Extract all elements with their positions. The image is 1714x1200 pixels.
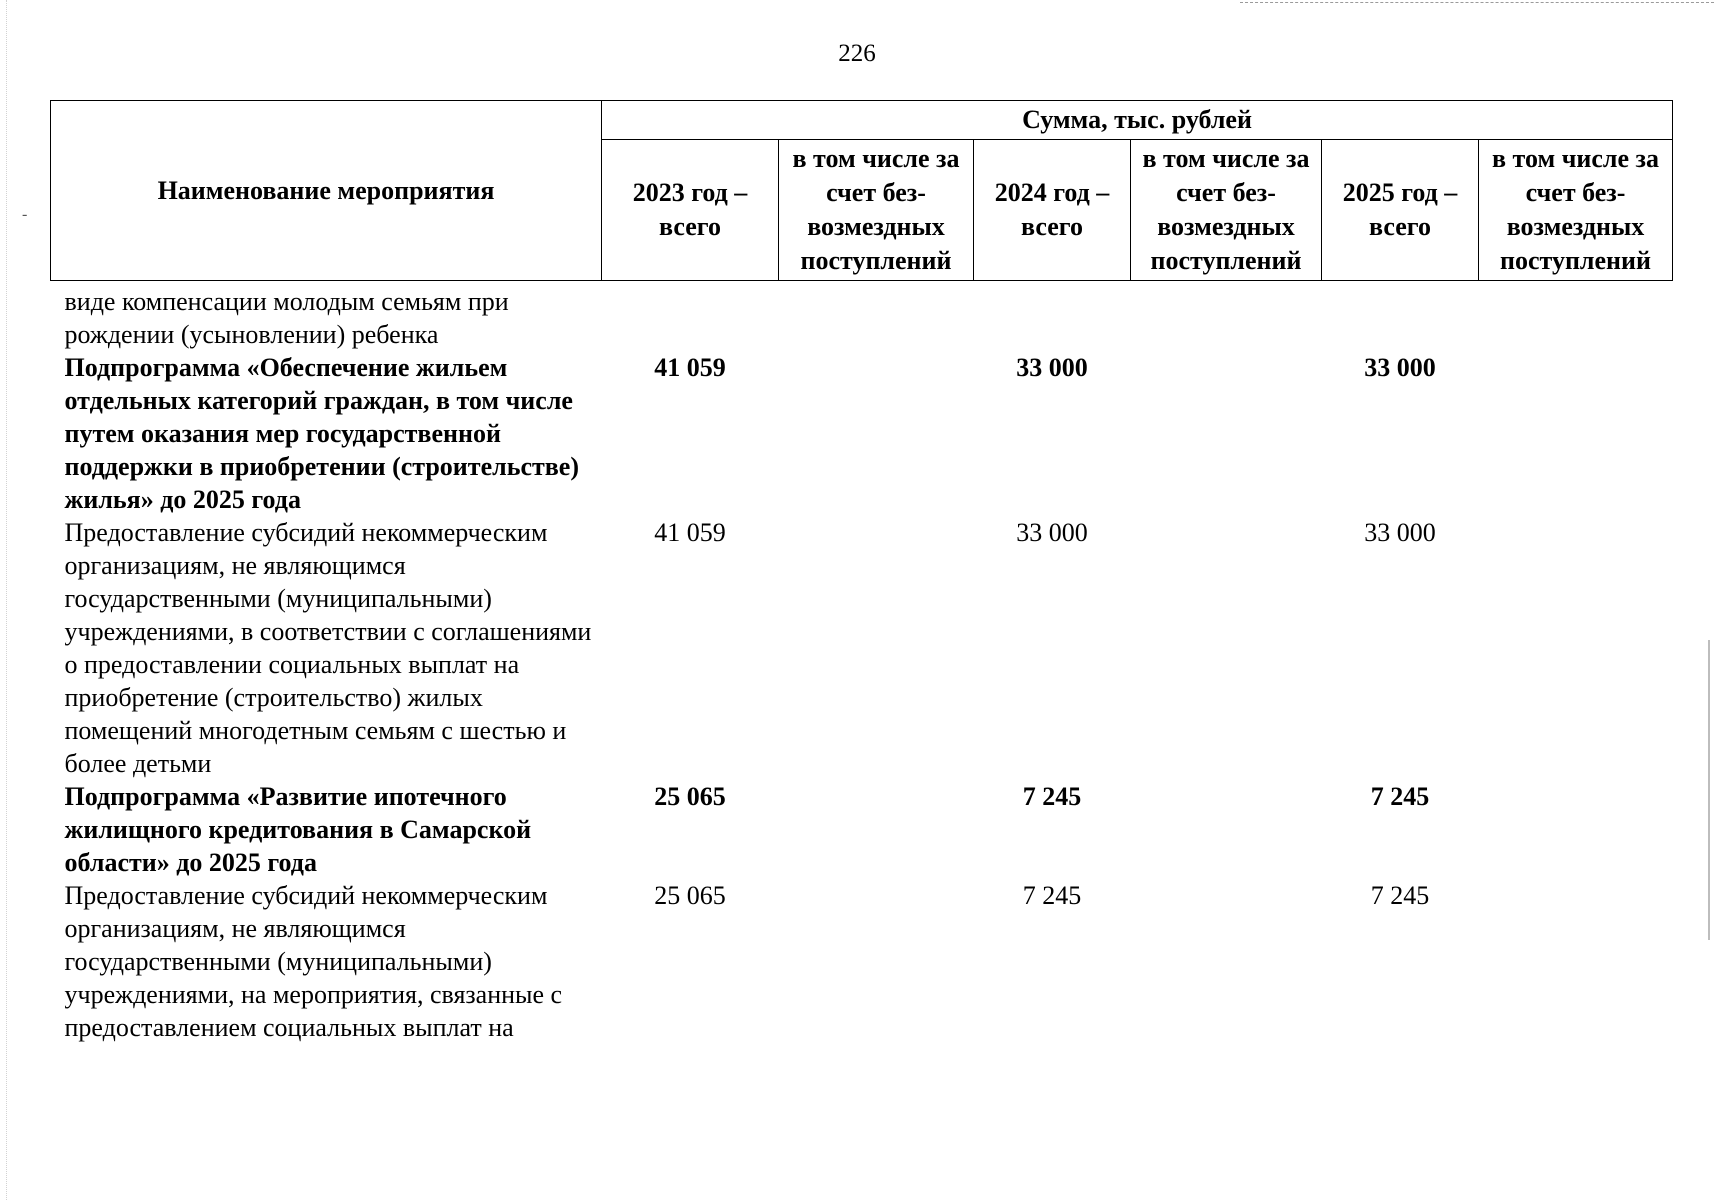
table-row <box>51 281 1673 352</box>
row-value-2024-grants <box>1131 281 1322 352</box>
row-value-2023-total: 41 059 <box>654 518 726 547</box>
table-row <box>51 351 1673 516</box>
row-value-2025-total <box>1322 281 1479 352</box>
header-col-2023-grants: в том числе за счет без-возмездных поступлений <box>779 140 974 281</box>
row-value-2025-grants <box>1479 281 1673 352</box>
row-name: Предоставление субсидий некоммерческим организациям, не являющимся государственными (муниципальными) учреждениями, в соответствии с соглашениями о предоставлении социальных выплат на приобретение (строительство) жилых помещений многодетным семьям с шестью и более детьми <box>64 518 592 778</box>
row-value-2025-grants <box>1479 516 1673 780</box>
header-col-2024-grants: в том числе за счет без-возмездных поступлений <box>1131 140 1322 281</box>
row-value-2025-total: 7 245 <box>1370 881 1430 910</box>
header-col-2025-total: 2025 год – всего <box>1322 140 1479 281</box>
row-name: Предоставление субсидий некоммерческим организациям, не являющимся государственными (муниципальными) учреждениями, на мероприятия, связанные с предоставлением социальных выплат на <box>64 881 563 1042</box>
row-value-2023-grants <box>779 281 974 352</box>
table-row <box>51 879 1673 1044</box>
row-value-2024-grants <box>1131 879 1322 1044</box>
header-name-col: Наименование мероприятия <box>51 101 602 281</box>
row-value-2025-total: 33 000 <box>1364 353 1436 382</box>
header-col-2024-total: 2024 год – всего <box>974 140 1131 281</box>
scan-mark: - <box>22 206 28 223</box>
row-value-2024-grants <box>1131 351 1322 516</box>
table-row <box>51 780 1673 879</box>
row-value-2025-grants <box>1479 780 1673 879</box>
header-sum-group: Сумма, тыс. рублей <box>602 101 1673 140</box>
row-value-2025-total: 7 245 <box>1370 782 1430 811</box>
page-number: 226 <box>838 40 876 67</box>
row-value-2025-grants <box>1479 351 1673 516</box>
header-col-2023-total: 2023 год – всего <box>602 140 779 281</box>
row-value-2023-total <box>602 281 779 352</box>
table-header <box>51 101 1673 281</box>
row-value-2025-total: 33 000 <box>1364 518 1436 547</box>
header-col-2025-grants: в том числе за счет без-возмездных поступлений <box>1479 140 1673 281</box>
row-name: Подпрограмма «Обеспечение жильем отдельных категорий граждан, в том числе путем оказания мер государственной поддержки в приобретении (строительстве) жилья» до 2025 года <box>64 353 579 514</box>
scan-artifact-line <box>1240 2 1714 3</box>
row-value-2023-grants <box>779 879 974 1044</box>
row-value-2023-grants <box>779 351 974 516</box>
row-value-2023-grants <box>779 516 974 780</box>
row-value-2025-grants <box>1479 879 1673 1044</box>
scan-edge-right <box>1708 640 1710 940</box>
row-name: Подпрограмма «Развитие ипотечного жилищного кредитования в Самарской области» до 2025 года <box>64 782 532 877</box>
table-row <box>51 516 1673 780</box>
row-value-2024-grants <box>1131 516 1322 780</box>
scan-edge-left <box>6 0 7 1200</box>
row-value-2024-total: 7 245 <box>1022 782 1082 811</box>
budget-table <box>50 100 1673 1044</box>
row-value-2023-total: 25 065 <box>654 782 726 811</box>
row-value-2023-grants <box>779 780 974 879</box>
row-name: виде компенсации молодым семьям при рождении (усыновлении) ребенка <box>64 287 509 349</box>
row-value-2024-total: 33 000 <box>1016 353 1088 382</box>
row-value-2024-total: 7 245 <box>1022 881 1082 910</box>
row-value-2024-total <box>974 281 1131 352</box>
table-body <box>51 281 1673 1045</box>
row-value-2023-total: 25 065 <box>654 881 726 910</box>
row-value-2023-total: 41 059 <box>654 353 726 382</box>
row-value-2024-grants <box>1131 780 1322 879</box>
row-value-2024-total: 33 000 <box>1016 518 1088 547</box>
